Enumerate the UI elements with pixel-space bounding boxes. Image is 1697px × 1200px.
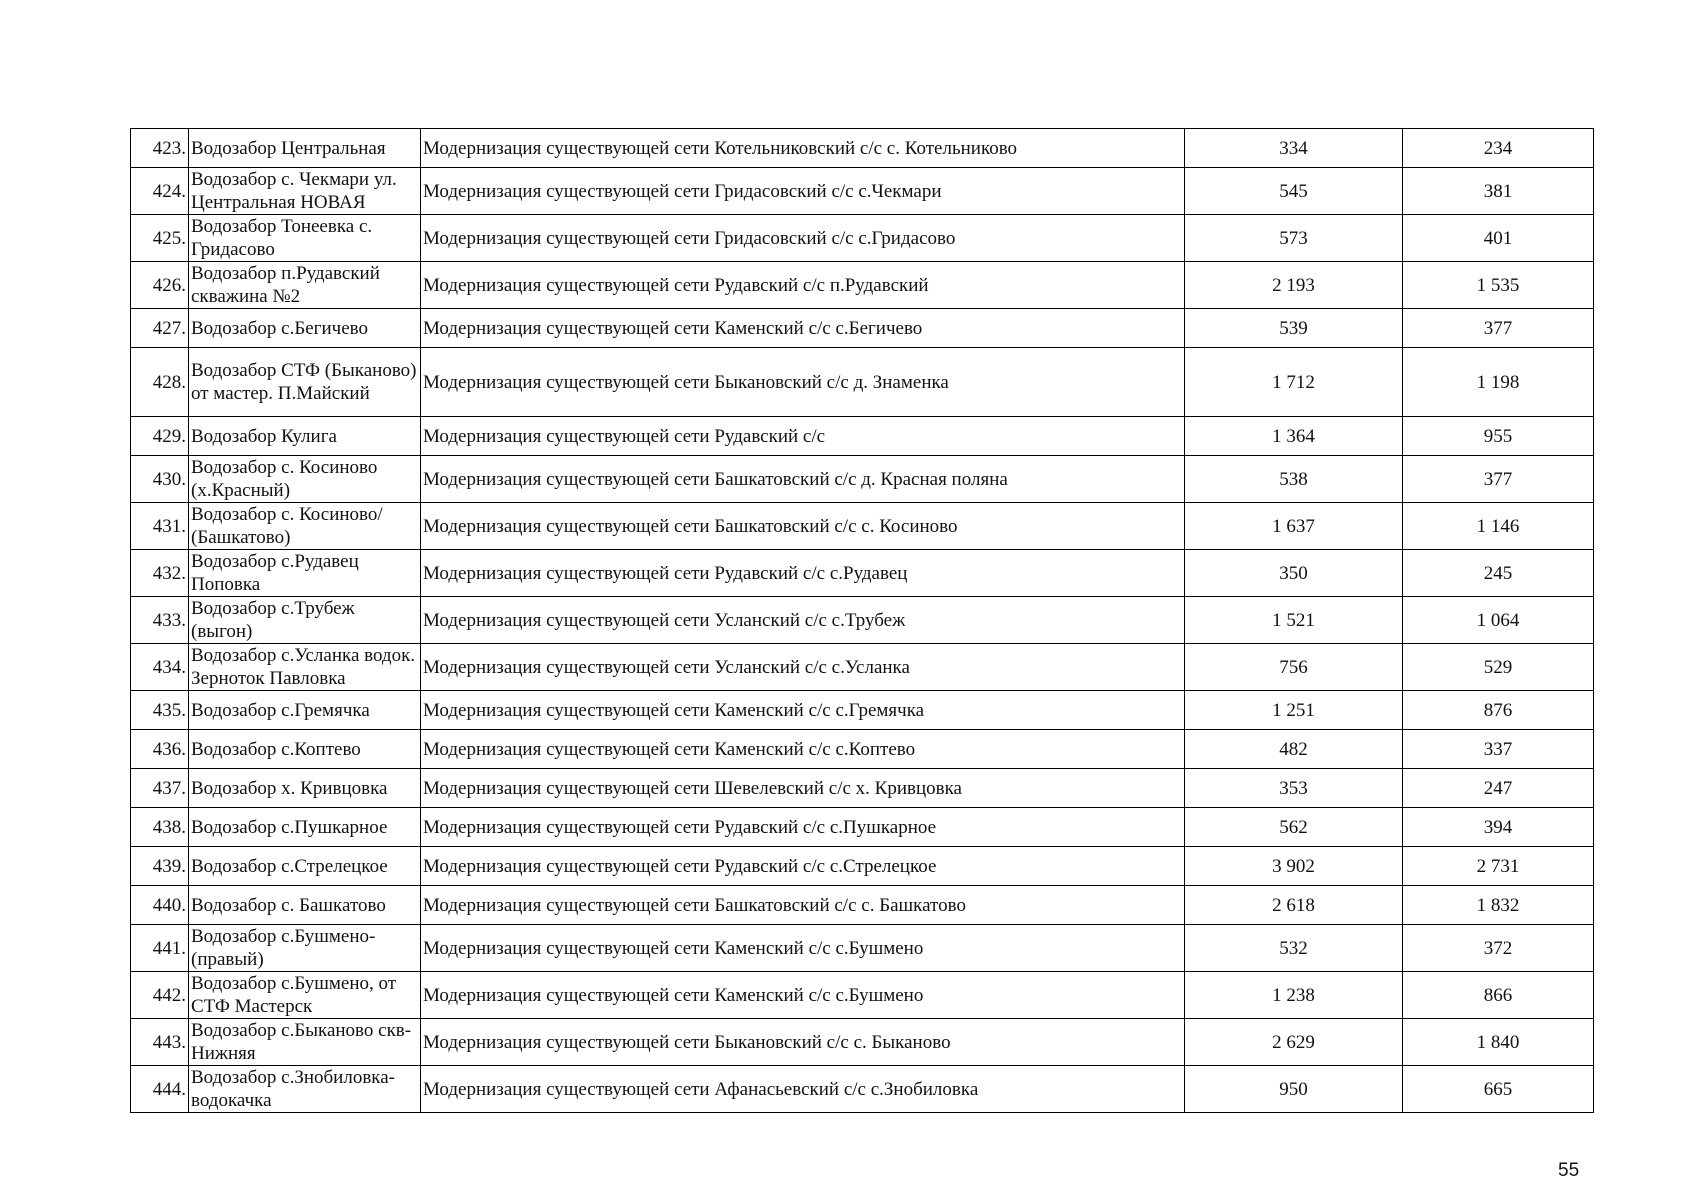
table-row: [131, 972, 1594, 1019]
modernization-description: Модернизация существующей сети Каменский с/с с.Бушмено: [421, 925, 1185, 972]
modernization-description: Модернизация существующей сети Каменский с/с с.Гремячка: [421, 691, 1185, 730]
value-cell: 2 618: [1185, 886, 1403, 925]
value-cell: 372: [1403, 925, 1594, 972]
modernization-description: Модернизация существующей сети Каменский с/с с.Бегичево: [421, 309, 1185, 348]
modernization-description: Модернизация существующей сети Шевелевский с/с х. Кривцовка: [421, 769, 1185, 808]
value-cell: 866: [1403, 972, 1594, 1019]
row-number: 437.: [131, 769, 189, 808]
value-cell: 545: [1185, 168, 1403, 215]
value-cell: 1 251: [1185, 691, 1403, 730]
water-intake-name: Водозабор с. Башкатово: [189, 886, 421, 925]
modernization-description: Модернизация существующей сети Быкановский с/с д. Знаменка: [421, 348, 1185, 417]
value-cell: 539: [1185, 309, 1403, 348]
modernization-description: Модернизация существующей сети Башкатовский с/с с. Косиново: [421, 503, 1185, 550]
table-row: [131, 808, 1594, 847]
table-row: [131, 309, 1594, 348]
table-row: [131, 730, 1594, 769]
table-row: [131, 550, 1594, 597]
value-cell: 756: [1185, 644, 1403, 691]
value-cell: 562: [1185, 808, 1403, 847]
value-cell: 394: [1403, 808, 1594, 847]
modernization-description: Модернизация существующей сети Усланский с/с с.Усланка: [421, 644, 1185, 691]
row-number: 426.: [131, 262, 189, 309]
value-cell: 245: [1403, 550, 1594, 597]
water-intake-name: Водозабор Центральная: [189, 129, 421, 168]
value-cell: 538: [1185, 456, 1403, 503]
modernization-description: Модернизация существующей сети Усланский с/с с.Трубеж: [421, 597, 1185, 644]
value-cell: 247: [1403, 769, 1594, 808]
water-intake-name: Водозабор с.Стрелецкое: [189, 847, 421, 886]
row-number: 443.: [131, 1019, 189, 1066]
table-row: [131, 847, 1594, 886]
water-intake-name: Водозабор Кулига: [189, 417, 421, 456]
table-row: [131, 925, 1594, 972]
row-number: 430.: [131, 456, 189, 503]
modernization-description: Модернизация существующей сети Каменский с/с с.Коптево: [421, 730, 1185, 769]
value-cell: 950: [1185, 1066, 1403, 1113]
value-cell: 377: [1403, 309, 1594, 348]
row-number: 440.: [131, 886, 189, 925]
value-cell: 1 064: [1403, 597, 1594, 644]
table-row: [131, 456, 1594, 503]
water-intake-name: Водозабор с.Усланка водок. Зерноток Павловка: [189, 644, 421, 691]
water-intake-name: Водозабор с.Знобиловка-водокачка: [189, 1066, 421, 1113]
value-cell: 2 731: [1403, 847, 1594, 886]
row-number: 439.: [131, 847, 189, 886]
table-row: [131, 503, 1594, 550]
value-cell: 401: [1403, 215, 1594, 262]
row-number: 434.: [131, 644, 189, 691]
value-cell: 1 535: [1403, 262, 1594, 309]
table-row: [131, 348, 1594, 417]
modernization-description: Модернизация существующей сети Гридасовский с/с с.Гридасово: [421, 215, 1185, 262]
water-intake-name: Водозабор с.Бушмено, от СТФ Мастерск: [189, 972, 421, 1019]
value-cell: 3 902: [1185, 847, 1403, 886]
row-number: 425.: [131, 215, 189, 262]
table-row: [131, 886, 1594, 925]
water-intake-name: Водозабор с.Коптево: [189, 730, 421, 769]
table-row: [131, 597, 1594, 644]
value-cell: 955: [1403, 417, 1594, 456]
water-intake-name: Водозабор СТФ (Быканово) от мастер. П.Майский: [189, 348, 421, 417]
value-cell: 1 364: [1185, 417, 1403, 456]
value-cell: 1 712: [1185, 348, 1403, 417]
water-intake-name: Водозабор с.Бушмено-(правый): [189, 925, 421, 972]
modernization-description: Модернизация существующей сети Котельниковский с/с с. Котельниково: [421, 129, 1185, 168]
modernization-description: Модернизация существующей сети Рудавский с/с: [421, 417, 1185, 456]
modernization-description: Модернизация существующей сети Гридасовский с/с с.Чекмари: [421, 168, 1185, 215]
table-row: [131, 1066, 1594, 1113]
table-row: [131, 262, 1594, 309]
value-cell: 482: [1185, 730, 1403, 769]
value-cell: 876: [1403, 691, 1594, 730]
modernization-description: Модернизация существующей сети Рудавский с/с п.Рудавский: [421, 262, 1185, 309]
water-intake-name: Водозабор с.Бегичево: [189, 309, 421, 348]
row-number: 435.: [131, 691, 189, 730]
water-intake-name: Водозабор с.Трубеж (выгон): [189, 597, 421, 644]
value-cell: 1 521: [1185, 597, 1403, 644]
table-row: [131, 417, 1594, 456]
row-number: 427.: [131, 309, 189, 348]
value-cell: 665: [1403, 1066, 1594, 1113]
value-cell: 1 238: [1185, 972, 1403, 1019]
value-cell: 353: [1185, 769, 1403, 808]
modernization-description: Модернизация существующей сети Каменский с/с с.Бушмено: [421, 972, 1185, 1019]
row-number: 442.: [131, 972, 189, 1019]
value-cell: 2 629: [1185, 1019, 1403, 1066]
table-body: [131, 129, 1594, 1113]
water-intake-name: Водозабор с. Косиново (х.Красный): [189, 456, 421, 503]
row-number: 438.: [131, 808, 189, 847]
table-row: [131, 129, 1594, 168]
row-number: 444.: [131, 1066, 189, 1113]
value-cell: 381: [1403, 168, 1594, 215]
row-number: 428.: [131, 348, 189, 417]
value-cell: 1 832: [1403, 886, 1594, 925]
value-cell: 337: [1403, 730, 1594, 769]
value-cell: 1 146: [1403, 503, 1594, 550]
value-cell: 2 193: [1185, 262, 1403, 309]
value-cell: 1 637: [1185, 503, 1403, 550]
row-number: 432.: [131, 550, 189, 597]
data-table: [130, 128, 1594, 1113]
value-cell: 573: [1185, 215, 1403, 262]
modernization-description: Модернизация существующей сети Рудавский с/с с.Пушкарное: [421, 808, 1185, 847]
value-cell: 1 198: [1403, 348, 1594, 417]
value-cell: 532: [1185, 925, 1403, 972]
value-cell: 1 840: [1403, 1019, 1594, 1066]
table-row: [131, 1019, 1594, 1066]
table-row: [131, 215, 1594, 262]
row-number: 441.: [131, 925, 189, 972]
water-intake-name: Водозабор п.Рудавский скважина №2: [189, 262, 421, 309]
water-intake-name: Водозабор с.Гремячка: [189, 691, 421, 730]
row-number: 429.: [131, 417, 189, 456]
row-number: 433.: [131, 597, 189, 644]
page-number: 55: [1558, 1160, 1580, 1181]
modernization-description: Модернизация существующей сети Башкатовский с/с д. Красная поляна: [421, 456, 1185, 503]
table-row: [131, 168, 1594, 215]
water-intake-name: Водозабор х. Кривцовка: [189, 769, 421, 808]
row-number: 436.: [131, 730, 189, 769]
modernization-description: Модернизация существующей сети Рудавский с/с с.Рудавец: [421, 550, 1185, 597]
value-cell: 334: [1185, 129, 1403, 168]
water-intake-name: Водозабор с.Пушкарное: [189, 808, 421, 847]
table-row: [131, 769, 1594, 808]
value-cell: 377: [1403, 456, 1594, 503]
row-number: 424.: [131, 168, 189, 215]
modernization-description: Модернизация существующей сети Афанасьевский с/с с.Знобиловка: [421, 1066, 1185, 1113]
modernization-description: Модернизация существующей сети Быкановский с/с с. Быканово: [421, 1019, 1185, 1066]
value-cell: 529: [1403, 644, 1594, 691]
table-row: [131, 691, 1594, 730]
row-number: 423.: [131, 129, 189, 168]
water-intake-name: Водозабор с.Быканово скв-Нижняя: [189, 1019, 421, 1066]
value-cell: 350: [1185, 550, 1403, 597]
water-intake-name: Водозабор с. Косиново/ (Башкатово): [189, 503, 421, 550]
modernization-description: Модернизация существующей сети Рудавский с/с с.Стрелецкое: [421, 847, 1185, 886]
value-cell: 234: [1403, 129, 1594, 168]
water-intake-name: Водозабор Тонеевка с. Гридасово: [189, 215, 421, 262]
water-intake-name: Водозабор с. Чекмари ул. Центральная НОВАЯ: [189, 168, 421, 215]
row-number: 431.: [131, 503, 189, 550]
modernization-description: Модернизация существующей сети Башкатовский с/с с. Башкатово: [421, 886, 1185, 925]
water-intake-name: Водозабор с.Рудавец Поповка: [189, 550, 421, 597]
table-row: [131, 644, 1594, 691]
